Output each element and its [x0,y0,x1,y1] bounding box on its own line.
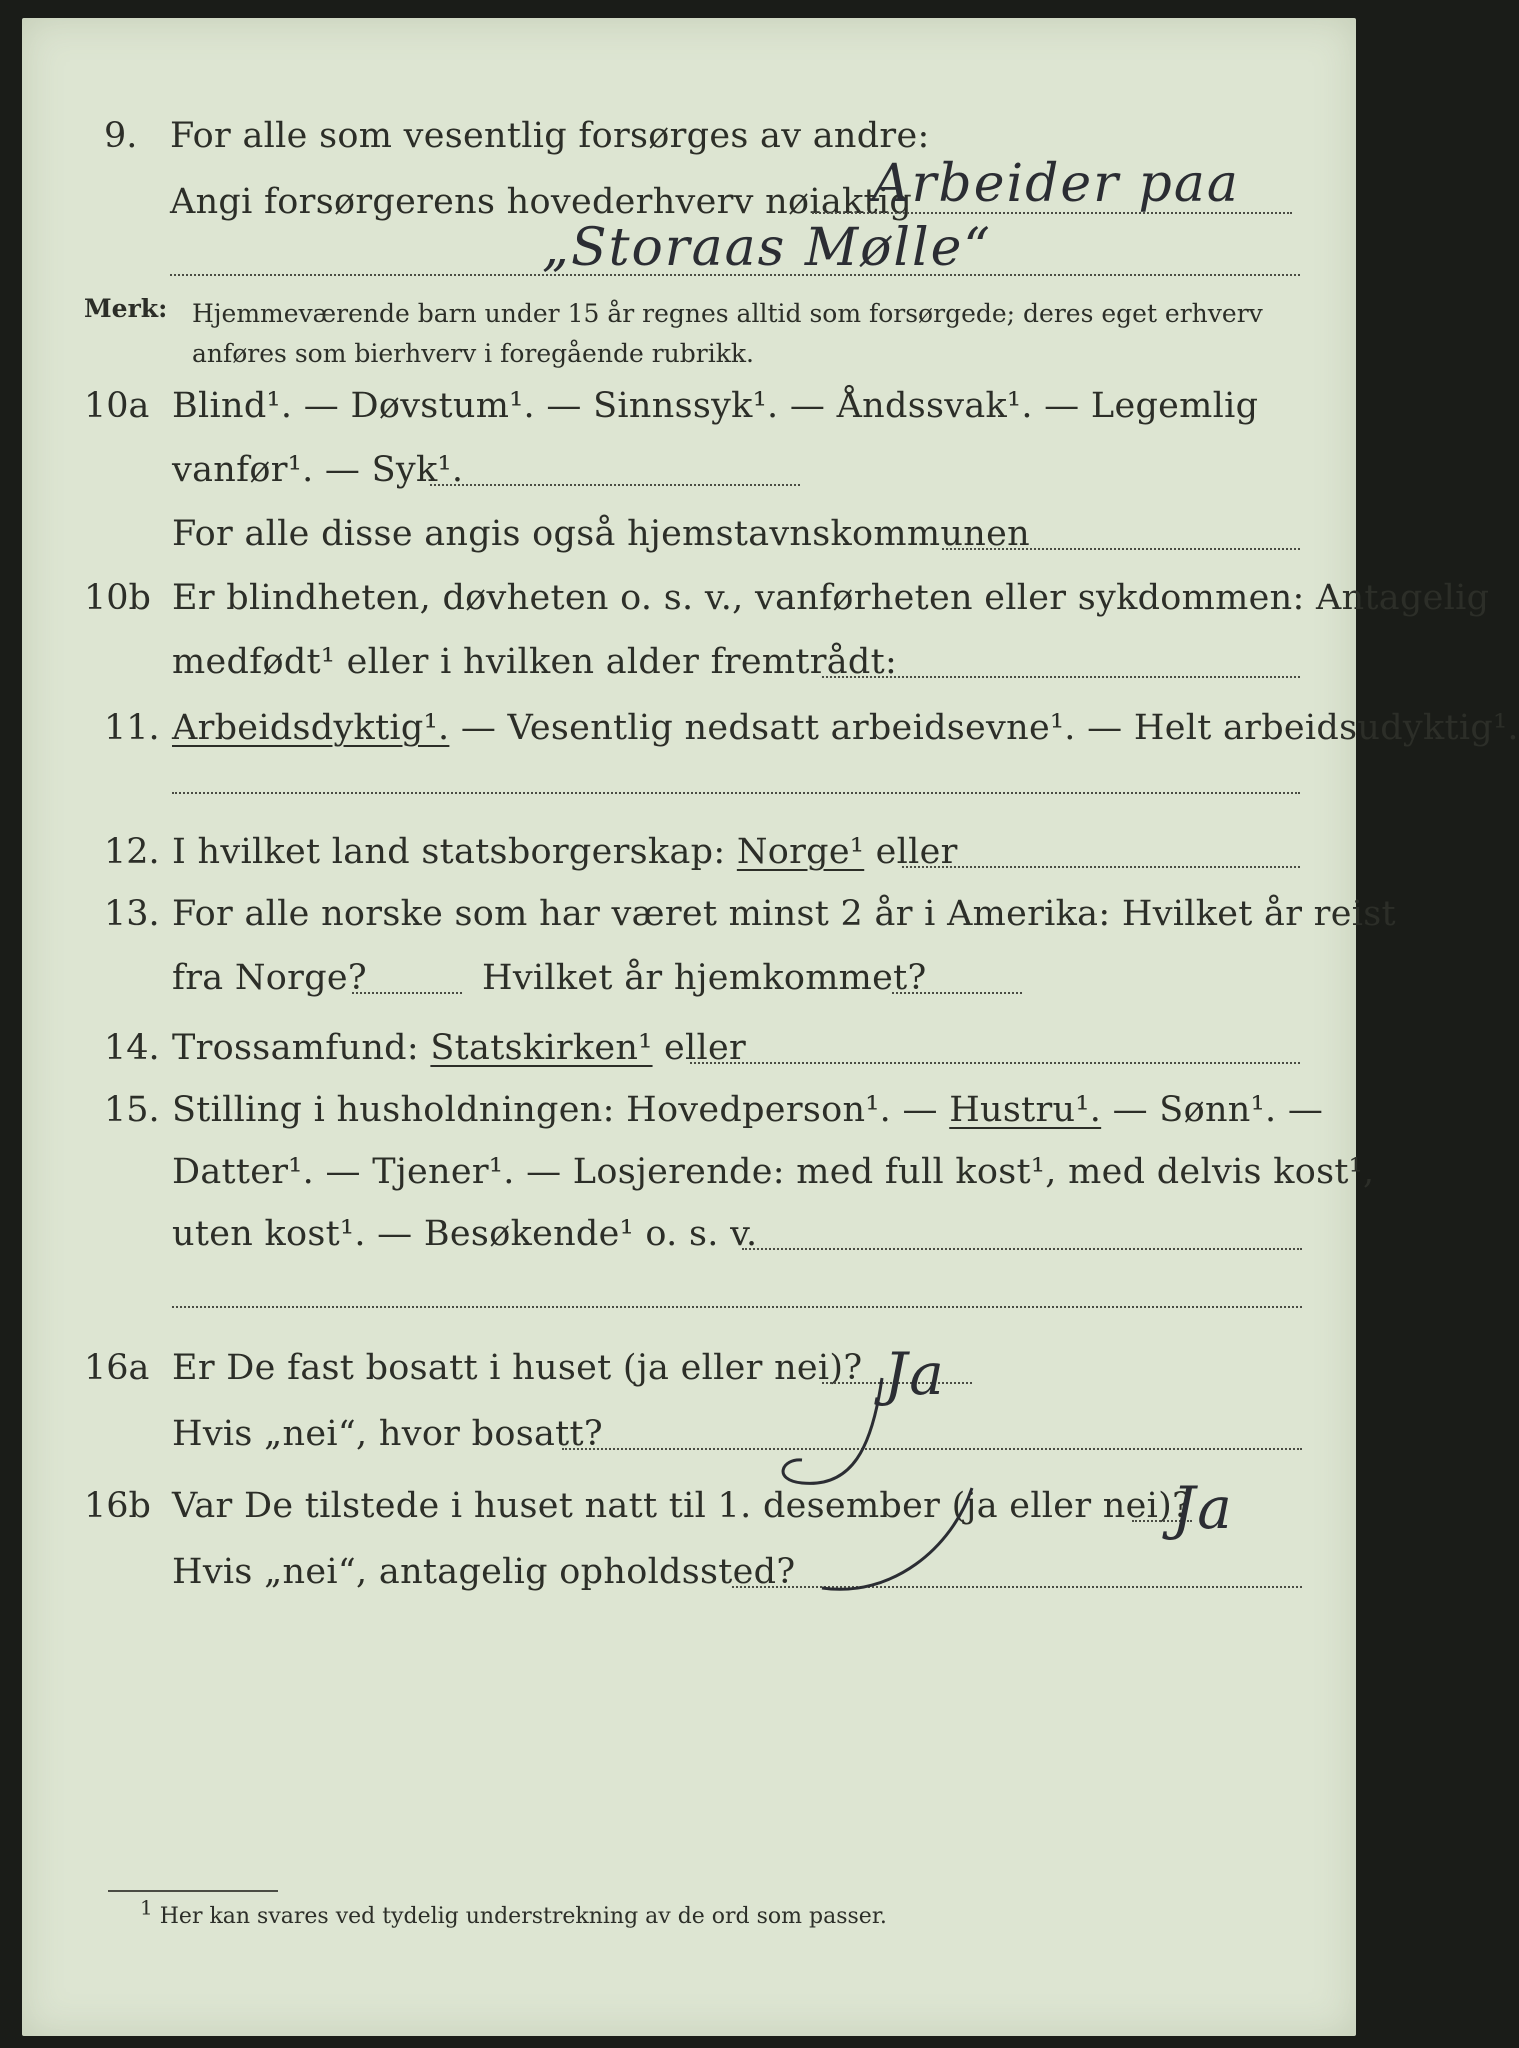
q9-line2: Angi forsørgerens hovederhverv nøiaktig [170,182,913,222]
merk-label: Merk: [84,294,168,323]
q16b-handwritten-answer: Ja [1172,1474,1234,1542]
q9-handwritten-answer1: Arbeider paa [872,154,1240,214]
q13-line2a: fra Norge? [172,958,367,998]
q9-handwritten-answer2: „Storaas Mølle“ [542,218,993,278]
q12-number: 12. [104,832,160,872]
q15-number: 15. [104,1090,160,1130]
q13-line2b: Hvilket år hjemkommet? [482,958,927,998]
q10a-line1: Blind¹. — Døvstum¹. — Sinnssyk¹. — Åndssvak¹. — Legemlig [172,386,1259,426]
q10b-number: 10b [84,578,151,618]
q15-line1-pre: Stilling i husholdningen: Hovedperson¹. — [172,1090,950,1130]
q15-answer-line1 [742,1248,1302,1250]
q16a-line2: Hvis „nei“, hvor bosatt? [172,1414,603,1454]
q13-number: 13. [104,894,160,934]
footnote [140,1895,887,1929]
q15-answer-line2 [172,1306,1302,1308]
q16b-line2: Hvis „nei“, antagelig opholdssted? [172,1552,796,1592]
handwriting-strokes [762,1368,1062,1608]
q10a-number: 10a [84,386,150,426]
footnote-text: Her kan svares ved tydelig understrekning av de ord som passer. [159,1904,887,1929]
q10a-syk-answer-line [430,484,800,486]
q11-answer-line [172,792,1300,794]
q16a-ja-stroke [783,1378,882,1483]
q10b-answer-line [822,676,1300,678]
q15-line1-post: — Sønn¹. — [1101,1090,1324,1130]
merk-line1: Hjemmeværende barn under 15 år regnes alltid som forsørgede; deres eget erhverv [192,299,1263,328]
q11-rest: — Vesentlig nedsatt arbeidsevne¹. — Helt arbeidsudyktig¹. [449,708,1519,748]
q16a-handwritten-answer: Ja [884,1340,946,1408]
footnote-mark: 1 [140,1895,153,1920]
q10b-line1: Er blindheten, døvheten o. s. v., vanførheten eller sykdommen: Antagelig [172,578,1490,618]
q14-post: eller [652,1028,747,1068]
q11-selected-arbeidsdyktig: Arbeidsdyktig¹. [172,708,450,748]
q16b-line1: Var De tilstede i huset natt til 1. desember (ja eller nei)? [172,1486,1192,1526]
q9-number: 9. [104,116,138,156]
q15-line3: uten kost¹. — Besøkende¹ o. s. v. [172,1214,758,1254]
q12-pre: I hvilket land statsborgerskap: [172,832,737,872]
q12-post: eller [864,832,958,872]
q15-line2: Datter¹. — Tjener¹. — Losjerende: med full kost¹, med delvis kost¹, [172,1152,1375,1192]
q9-line1: For alle som vesentlig forsørges av andre: [170,116,930,156]
census-form-page [22,18,1519,2036]
q12-answer-line [902,866,1300,868]
q16b-ja-stroke [822,1488,972,1589]
q10b-line2: medfødt¹ eller i hvilken alder fremtrådt: [172,642,898,682]
q10a-hjemstavn-answer-line [942,548,1300,550]
q16b-number: 16b [84,1486,151,1526]
q11-number: 11. [104,708,160,748]
q10a-line2: vanfør¹. — Syk¹. [172,450,464,490]
q14-selected-statskirken: Statskirken¹ [430,1028,653,1068]
q13-hjemkommet-answer-line [892,992,1022,994]
q14-number: 14. [104,1028,160,1068]
q14-answer-line [690,1062,1300,1064]
q12-selected-norge: Norge¹ [736,832,865,872]
q16a-number: 16a [84,1348,150,1388]
merk-line2: anføres som bierhverv i foregående rubrikk. [192,339,754,368]
q13-line1: For alle norske som har været minst 2 år i Amerika: Hvilket år reist [172,894,1396,934]
q10a-line3: For alle disse angis også hjemstavnskommunen [172,514,1030,554]
q14-pre: Trossamfund: [172,1028,431,1068]
q15-selected-hustru: Hustru¹. [949,1090,1102,1130]
footnote-rule [108,1890,278,1892]
q13-reist-answer-line [352,992,462,994]
q16a-line1: Er De fast bosatt i huset (ja eller nei)? [172,1348,863,1388]
